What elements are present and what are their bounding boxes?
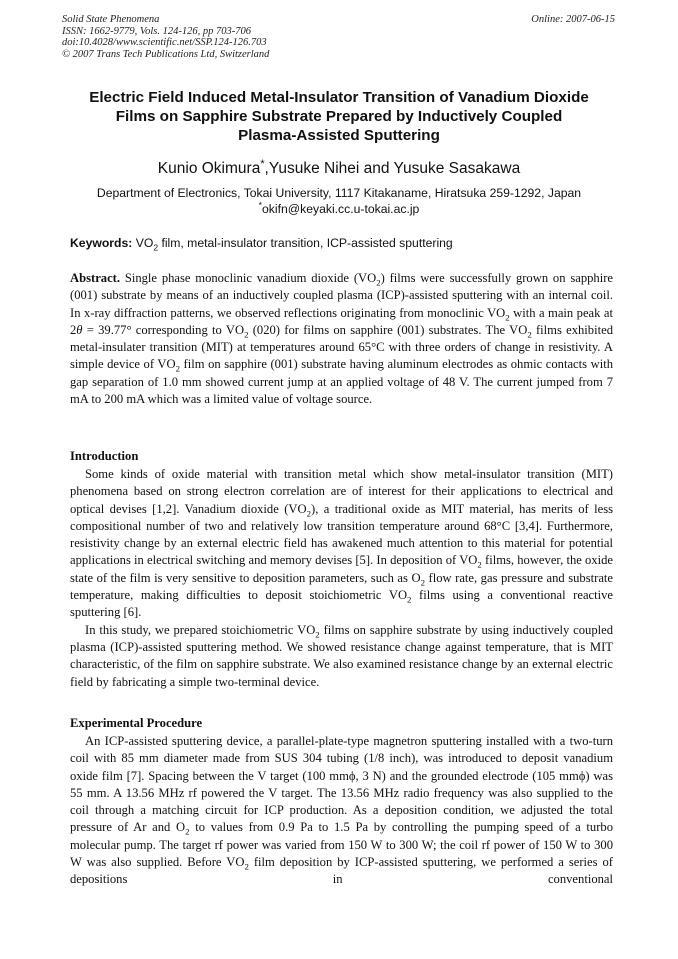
- paragraph: In this study, we prepared stoichiometric $VO_2$ films on sapphire substrate by using inductively coupled plasma (ICP)-assisted sputtering method. We showed resistance change against temperature, that is MIT characteristic, of the film on sapphire substrate. We also examined resistance change by an external electric field by fabricating a simple two-terminal device.: [70, 622, 614, 689]
- journal-header: [62, 14, 269, 60]
- online-date: Online: 2007-06-15: [531, 14, 615, 25]
- section-heading-introduction: Introduction: [70, 449, 139, 463]
- email: okifn@keyaki.cc.u-tokai.ac.jp: [261, 201, 420, 216]
- corresponding-mark: *: [260, 157, 265, 170]
- author-list: [60, 159, 618, 178]
- affiliation: [60, 186, 618, 217]
- abstract: [70, 270, 613, 408]
- author-name: Kunio Okimura: [157, 160, 261, 177]
- title-line: Plasma-Assisted Sputtering: [238, 127, 440, 144]
- title-line: Films on Sapphire Substrate Prepared by Inductively Coupled: [115, 108, 563, 125]
- introduction-section: [70, 466, 613, 691]
- email-line: [60, 199, 618, 218]
- experimental-section: [70, 733, 613, 889]
- doi-line: doi:10.4028/www.scientific.net/SSP.124-126.703: [62, 37, 267, 49]
- abstract-paragraph: Abstract. Single phase monoclinic vanadium dioxide $(VO_2)$ films were successfully grown on sapphire (001) substrate by means of an inductively coupled plasma (ICP)-assisted sputtering with an internal coil. In x-ray diffraction patterns, we observed reflections originating from monoclinic $VO_2$ with a main peak at 2θ = 39.77° corresponding to $VO_2$ (020) for films on sapphire (001) substrates. The $VO_2$ films exhibited metal-insulater transition (MIT) at temperatures around 65°C with three orders of change in resistivity. A simple device of $VO_2$ film on sapphire (001) substrate having aluminum electrodes as ohmic contacts with gap separation of 1.0 mm showed current jump at an applied voltage of 48 V. The current jumped from 7 mA to 200 mA which was a limited value of voltage source.: [70, 271, 613, 407]
- journal-name: Solid State Phenomena: [62, 14, 160, 25]
- department: Department of Electronics, Tokai University, 1117 Kitakaname, Hiratsuka 259-1292, Japan: [96, 186, 582, 200]
- keywords-label: Keywords:: [70, 236, 133, 250]
- paragraph: Some kinds of oxide material with transition metal which show metal-insulator transition (MIT) phenomena based on strong electron correlation are of interest for their applications to electrical and optical devises [1,2]. Vanadium dioxide $(VO_2)$, a traditional oxide as MIT material, has merits of less compositional number of two and relatively low transition temperature around 68°C [3,4]. Furthermore, resistivity change by an external electric field has awakened much attention to this material for potential applications in electrical switching and memory devises [5]. In deposition of $VO_2$ films, however, the oxide state of the film is very sensitive to deposition parameters, such as $O_2$ flow rate, gas pressure and substrate temperature, making difficulties to deposit stoichiometric $VO_2$ films using a conventional reactive sputtering [6].: [70, 467, 614, 620]
- issn-line: ISSN: 1662-9779, Vols. 124-126, pp 703-706: [62, 25, 251, 37]
- abstract-label: Abstract.: [70, 271, 121, 285]
- keyword-text: $VO_2$ film, metal-insulator transition, ICP-assisted sputtering: [135, 236, 453, 253]
- copyright-line: © 2007 Trans Tech Publications Ltd, Switzerland: [62, 48, 270, 60]
- section-heading-experimental: Experimental Procedure: [70, 716, 203, 730]
- paper-title: [60, 88, 618, 145]
- email-mark: *: [258, 199, 262, 210]
- title-line: Electric Field Induced Metal-Insulator Transition of Vanadium Dioxide: [89, 89, 589, 106]
- keywords: [70, 236, 614, 251]
- paragraph: An ICP-assisted sputtering device, a parallel-plate-type magnetron sputtering installed with a two-turn coil with 85 mm diameter made from SUS 304 tubing (1/8 inch), was introduced to deposit vanadium oxide film [7]. Spacing between the V target (100 mmϕ, 3 N) and the grounded electrode (105 mmϕ) was 55 mm. A 13.56 MHz rf powered the V target. The 13.56 MHz radio frequency was also supplied to the coil through a matching circuit for ICP production. As a deposition condition, we adjusted the total pressure of Ar and $O_2$ to values from 0.9 Pa to 1.5 Pa by controlling the pumping speed of a turbo molecular pump. The target rf power was varied from 150 W to 300 W; the coil rf power of 150 W to 300 W was also supplied. Before $VO_2$ film deposition by ICP-assisted sputtering, we performed a series of depositions in conventional: [70, 734, 613, 887]
- author-names-rest: ,Yusuke Nihei and Yusuke Sasakawa: [264, 160, 521, 177]
